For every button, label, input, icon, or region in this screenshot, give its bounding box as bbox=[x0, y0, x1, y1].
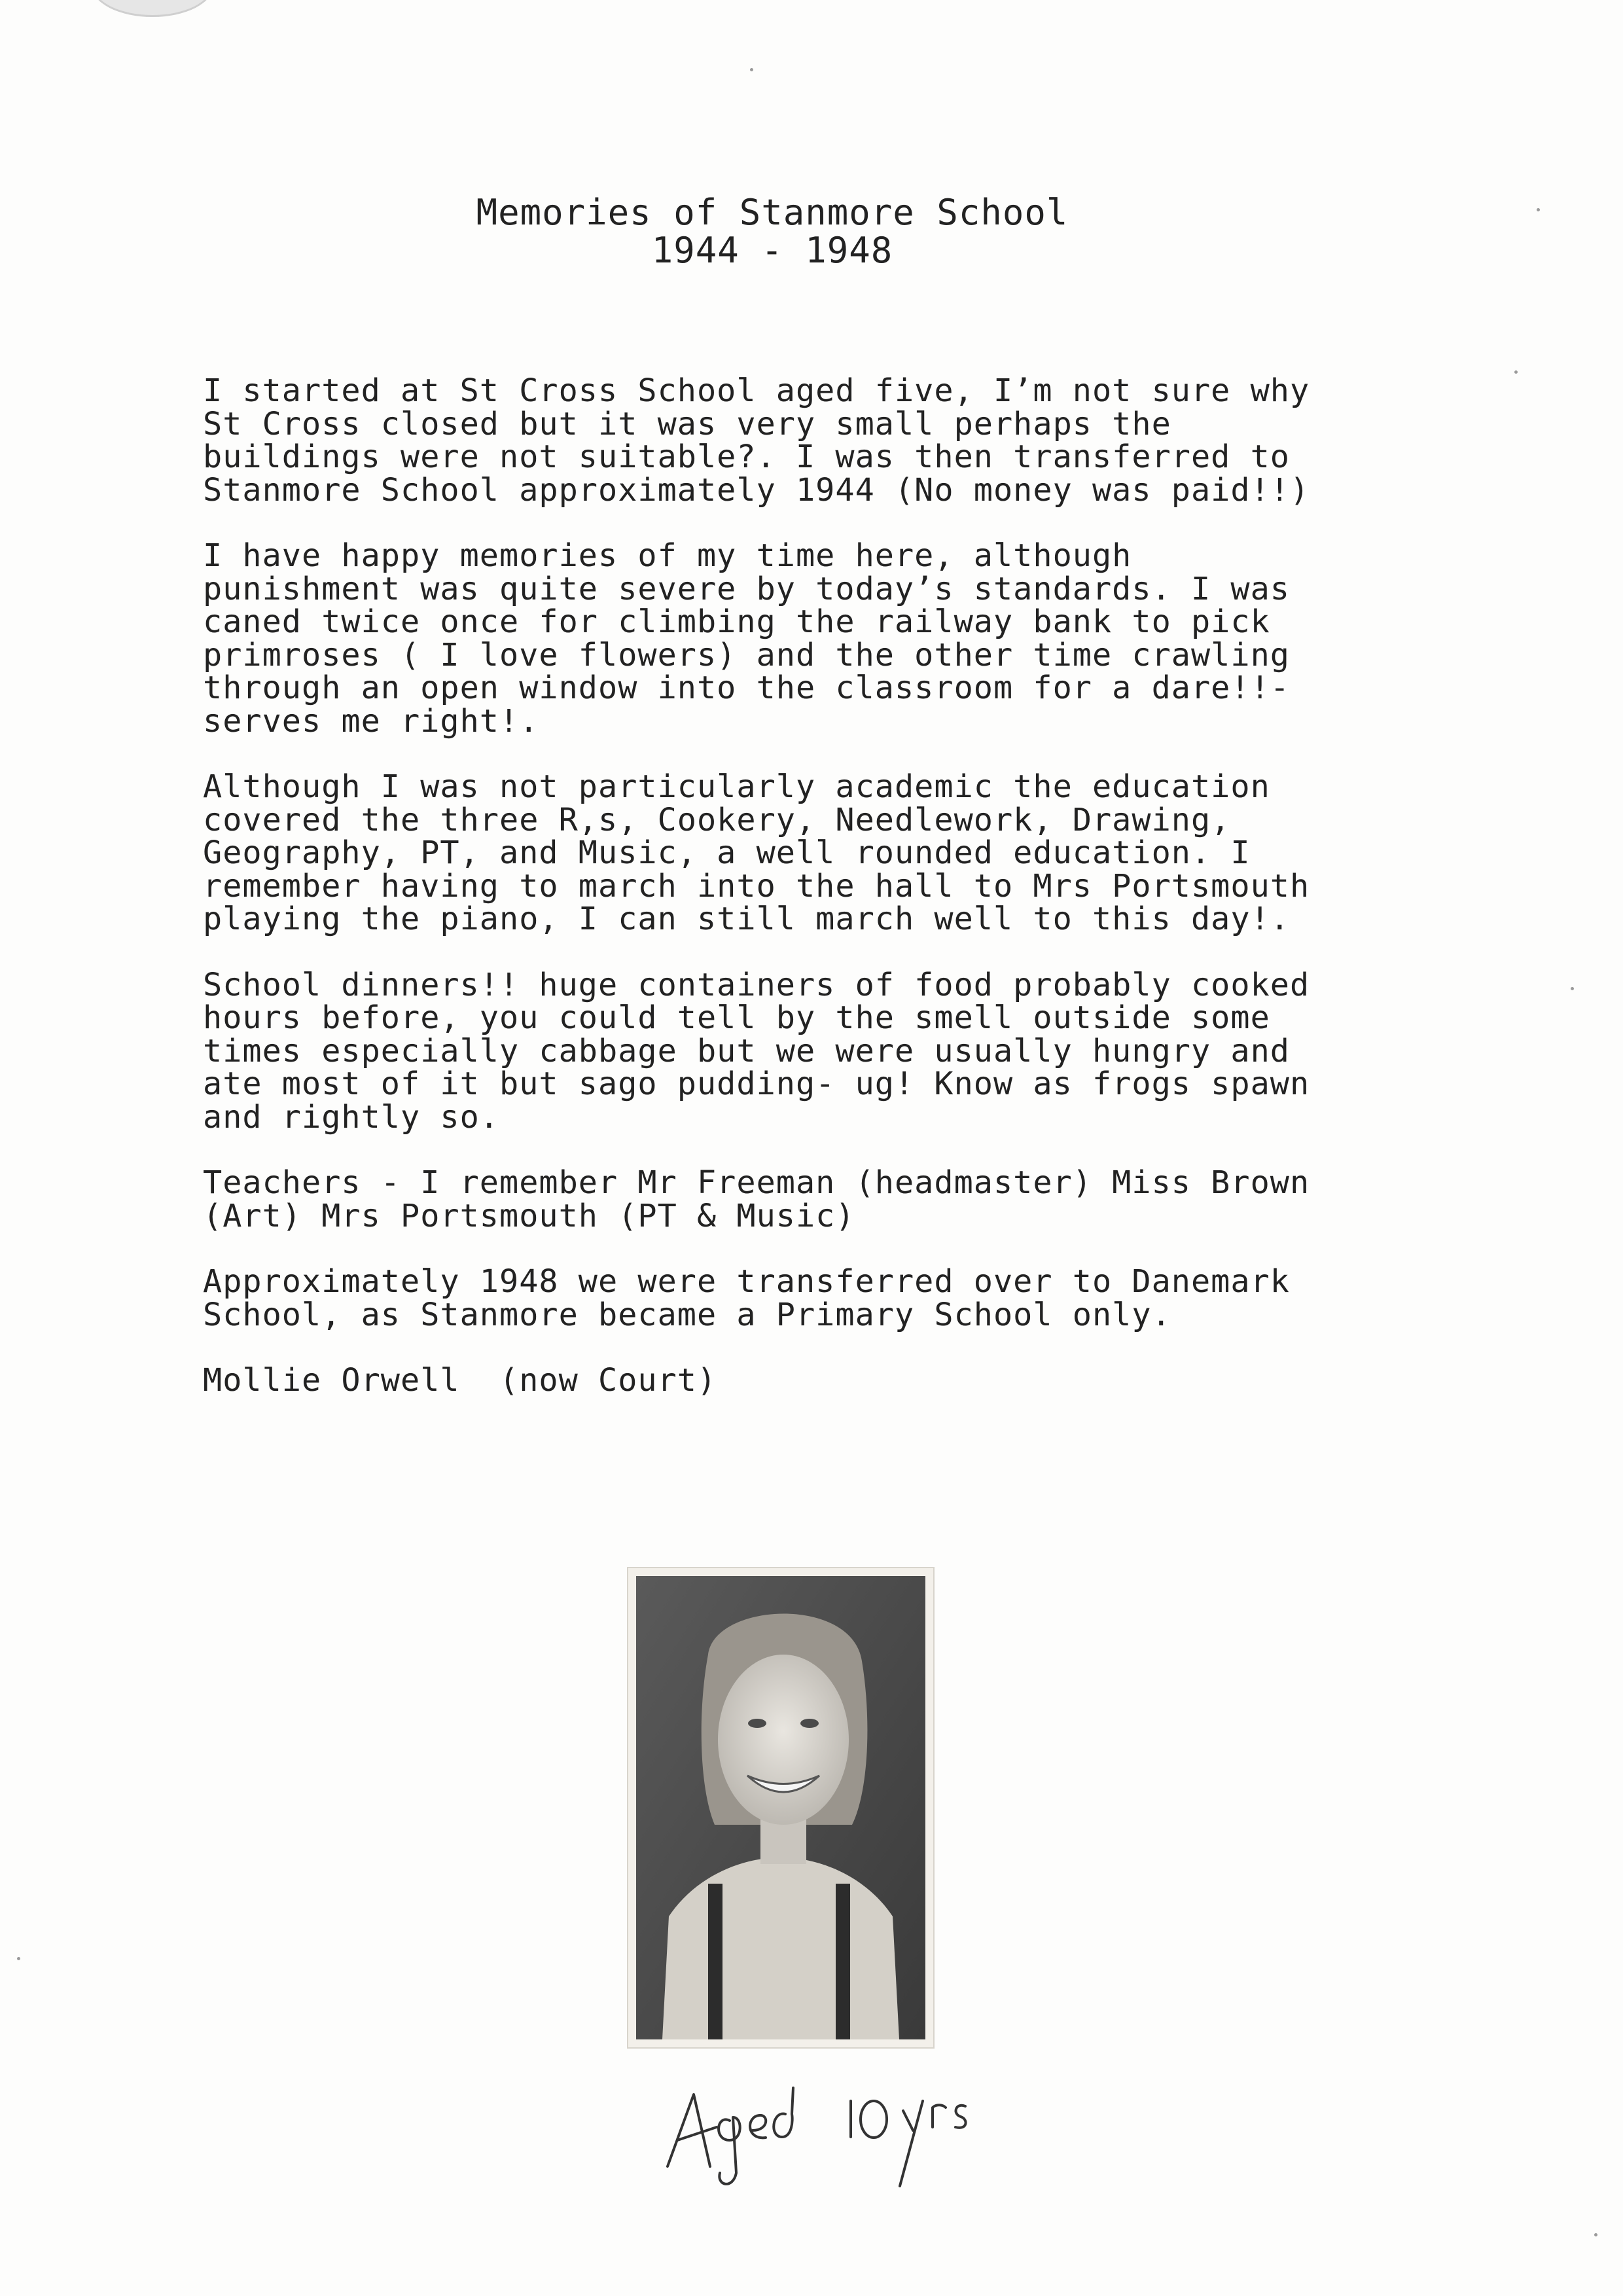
paragraph: School dinners!! huge containers of food probably cooked hours before, you could tell by the smell outside some times especially cabbage but we were usually hungry and ate most of it but sago pudding- ug! Know as frogs spawn and rightly so. bbox=[203, 966, 1310, 1136]
paper-speck bbox=[1594, 2233, 1597, 2236]
memoir-body bbox=[203, 374, 1329, 1397]
paper-speck bbox=[17, 1957, 20, 1960]
hole-punch-mark bbox=[92, 0, 213, 17]
title-line: Memories of Stanmore School bbox=[476, 192, 1069, 233]
title-years: 1944 - 1948 bbox=[651, 230, 893, 271]
paragraph: I have happy memories of my time here, although punishment was quite severe by today’s standards. I was caned twice once for climbing the railway bank to pick primroses ( I love flowers) and the other time crawling through an open window into the classroom for a dare!!- serves me right!. bbox=[203, 537, 1290, 740]
paragraph: Although I was not particularly academic the education covered the three R,s, Cookery, Needlework, Drawing, Geography, PT, and Music, a well rounded education. I remember having to march into the hall to Mrs Portsmouth playing the piano, I can still march well to this day!. bbox=[203, 768, 1310, 937]
paragraph: I started at St Cross School aged five, I’m not sure why St Cross closed but it was very small perhaps the buildings were not suitable?. I was then transferred to Stanmore School approximately 1944 (No money was paid!!) bbox=[203, 372, 1310, 509]
paper-speck bbox=[1514, 370, 1518, 374]
portrait-photo-image bbox=[636, 1576, 925, 2039]
paragraph: Approximately 1948 we were transferred over to Danemark School, as Stanmore became a Primary School only. bbox=[203, 1263, 1290, 1333]
author-signature: Mollie Orwell (now Court) bbox=[203, 1362, 717, 1399]
portrait-photo bbox=[628, 1568, 933, 2047]
handwritten-caption bbox=[654, 2075, 1021, 2193]
paragraph: Teachers - I remember Mr Freeman (headmaster) Miss Brown (Art) Mrs Portsmouth (PT & Music) bbox=[203, 1164, 1310, 1234]
document-title bbox=[0, 194, 1544, 270]
paper-speck bbox=[750, 68, 753, 71]
handwritten-caption-image bbox=[654, 2075, 1021, 2193]
paper-speck bbox=[1571, 987, 1574, 990]
